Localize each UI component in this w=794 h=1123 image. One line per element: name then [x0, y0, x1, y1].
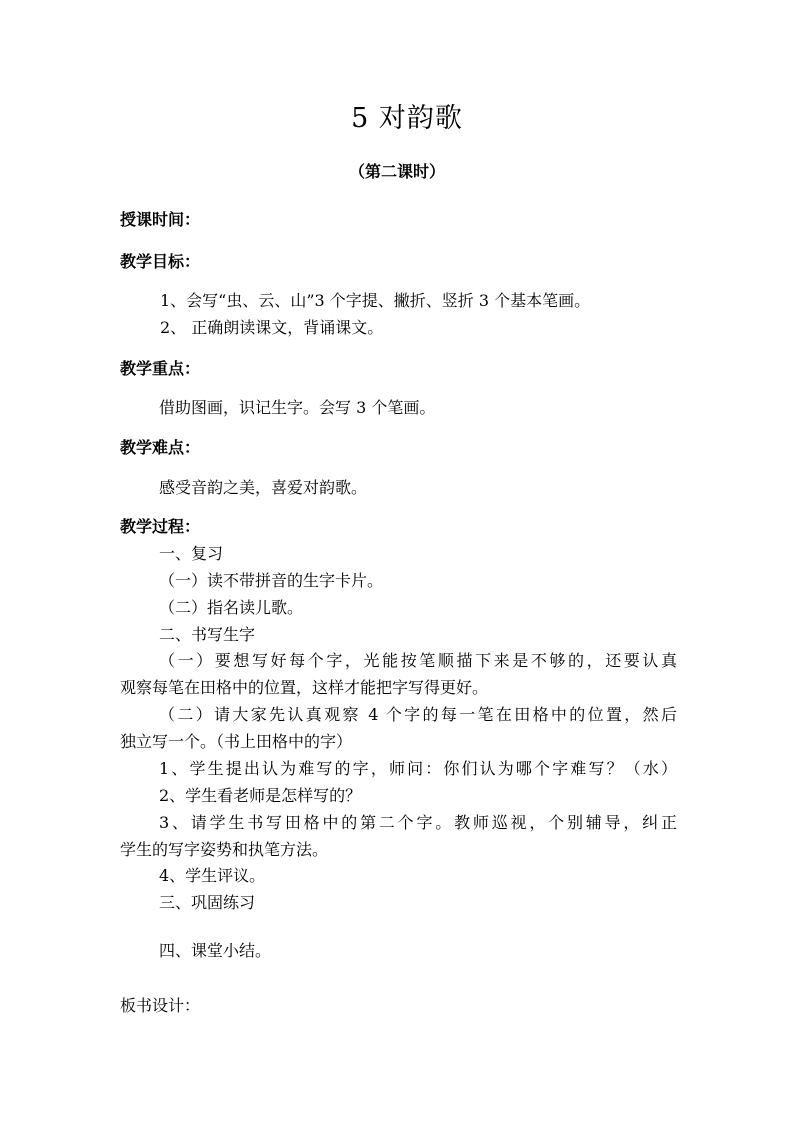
- lesson-period-subtitle: （第二课时）: [348, 162, 445, 181]
- section-heading: 四、课堂小结。: [159, 941, 272, 960]
- section-heading: 二、书写生字: [159, 625, 256, 644]
- teaching-key-points-heading: 教学重点：: [120, 359, 201, 378]
- page-title: 5 对韵歌: [351, 103, 463, 134]
- process-step-continuation: 学生的写字姿势和执笔方法。: [120, 840, 329, 859]
- difficulties-text: 感受音韵之美，喜爱对韵歌。: [159, 478, 368, 497]
- process-step: 2、学生看老师是怎样写的？: [159, 786, 362, 805]
- goal-item: 1、会写“虫、云、山”3 个字提、撇折、竖折 3 个基本笔画。: [160, 291, 591, 310]
- process-item-continuation: 独立写一个。（书上田格中的字）: [120, 732, 353, 751]
- teaching-difficulties-heading: 教学难点：: [120, 438, 201, 457]
- section-heading: 三、巩固练习: [159, 893, 256, 912]
- process-item: （二）请大家先认真观察 4 个字的每一笔在田格中的位置，然后: [159, 705, 677, 724]
- process-step: 1、学生提出认为难写的字，师问：你们认为哪个字难写？（水）: [159, 759, 677, 778]
- teaching-time-heading: 授课时间：: [120, 210, 201, 229]
- process-step: 3、请学生书写田格中的第二个字。教师巡视，个别辅导，纠正: [159, 813, 677, 832]
- board-design-heading: 板书设计：: [120, 996, 201, 1015]
- teaching-process-heading: 教学过程：: [120, 517, 201, 536]
- section-heading: 一、复习: [159, 544, 224, 563]
- process-item-continuation: 观察每笔在田格中的位置，这样才能把字写得更好。: [120, 678, 489, 697]
- process-item: （一）要想写好每个字，光能按笔顺描下来是不够的，还要认真: [159, 651, 677, 670]
- key-points-text: 借助图画，识记生字。会写 3 个笔画。: [159, 398, 436, 417]
- process-item: （二）指名读儿歌。: [159, 598, 304, 617]
- goal-item: 2、 正确朗读课文，背诵课文。: [160, 318, 384, 337]
- process-step: 4、学生评议。: [159, 866, 266, 885]
- process-item: （一）读不带拼音的生字卡片。: [159, 571, 384, 590]
- teaching-goals-heading: 教学目标：: [120, 252, 201, 271]
